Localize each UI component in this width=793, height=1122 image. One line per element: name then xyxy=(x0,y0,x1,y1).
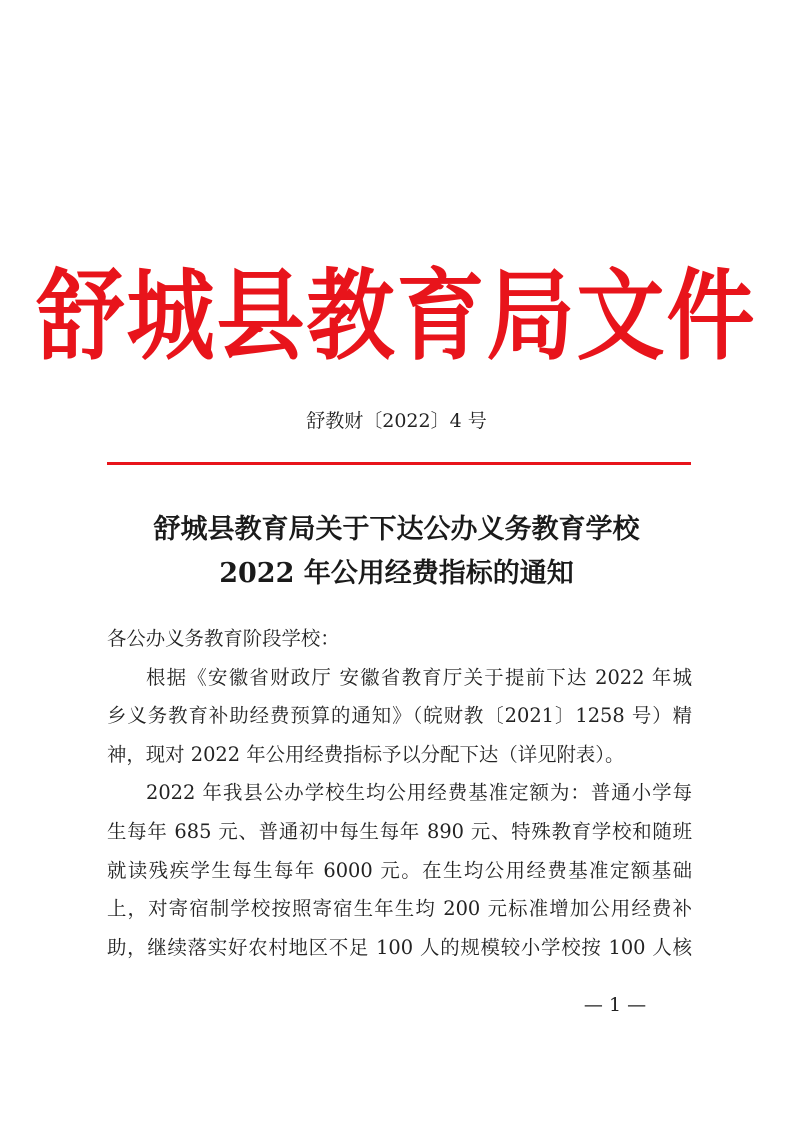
notice-title-line-2: 2022 年公用经费指标的通知 xyxy=(219,558,574,589)
issuing-authority-header: 舒城县教育局文件 xyxy=(36,256,757,374)
paragraph-line: 根据《安徽省财政厅 安徽省教育厅关于提前下达 2022 年城 xyxy=(146,665,692,689)
page-number: — 1 — xyxy=(583,994,647,1016)
paragraph-2 xyxy=(107,774,692,967)
notice-title-line-1: 舒城县教育局关于下达公办义务教育学校 xyxy=(153,514,640,545)
notice-title xyxy=(0,508,793,596)
paragraph-line: 助，继续落实好农村地区不足 100 人的规模较小学校按 100 人核 xyxy=(107,935,692,959)
paragraph-line: 生每年 685 元、普通初中每生每年 890 元、特殊教育学校和随班 xyxy=(107,819,692,843)
paragraph-line: 神，现对 2022 年公用经费指标予以分配下达（详见附表）。 xyxy=(107,742,625,766)
notice-body xyxy=(107,620,692,967)
paragraph-line: 乡义务教育补助经费预算的通知》（皖财教〔2021〕1258 号）精 xyxy=(107,704,692,728)
red-divider-line xyxy=(107,462,691,465)
paragraph-line: 就读残疾学生每生每年 6000 元。在生均公用经费基准定额基础 xyxy=(107,858,692,882)
paragraph-1 xyxy=(107,659,692,775)
salutation: 各公办义务教育阶段学校： xyxy=(107,627,340,650)
document-number: 舒教财〔2022〕4 号 xyxy=(306,410,487,432)
paragraph-line: 上，对寄宿制学校按照寄宿生年生均 200 元标准增加公用经费补 xyxy=(107,897,692,921)
paragraph-line: 2022 年我县公办学校生均公用经费基准定额为：普通小学每 xyxy=(146,781,692,805)
